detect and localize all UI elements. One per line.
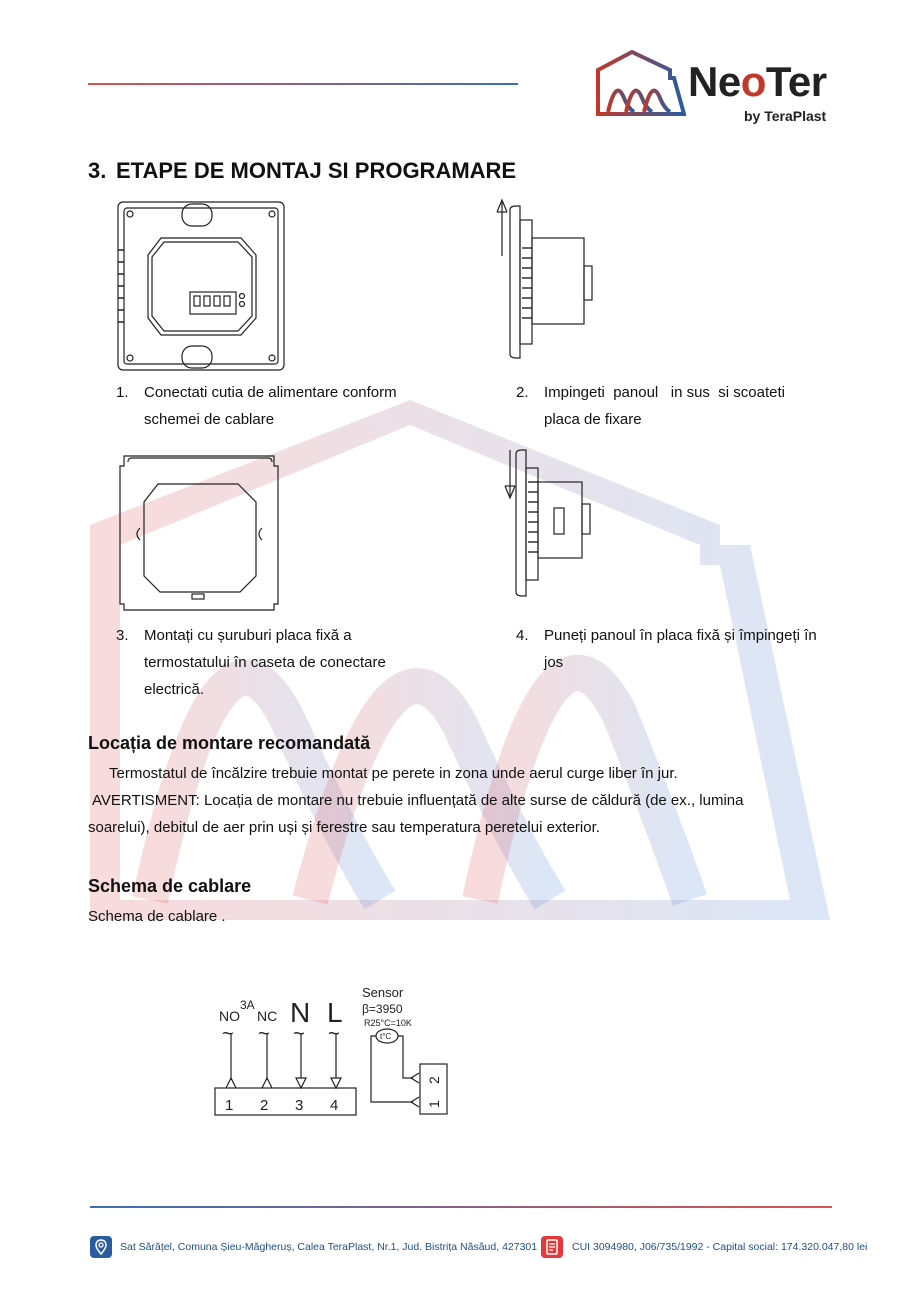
sensor-r25: R25°C=10K: [364, 1018, 412, 1028]
terminal-4: 4: [330, 1097, 339, 1114]
tilde-3: ~: [293, 1023, 305, 1045]
location-heading: Locația de montare recomandată: [88, 733, 371, 753]
thermostat-back-figure: [116, 200, 286, 372]
tilde-4: ~: [328, 1023, 340, 1045]
fixing-plate-figure: [118, 454, 280, 614]
location-warning: AVERTISMENT: Locația de montare nu trebuie influențată de alte surse de căldură (de ex., lumina: [92, 792, 744, 809]
label-no: NO: [219, 1008, 240, 1024]
side-view-push-down-figure: [502, 446, 602, 602]
location-line-3: soarelui), debitul de aer prin uși și ferestre sau temperatura peretelui exterior.: [88, 819, 600, 836]
logo-house-icon: [594, 48, 686, 116]
wiring-diagram: [205, 980, 455, 1122]
location-pin-icon: [90, 1236, 112, 1258]
logo-wordmark: NeoTer: [688, 58, 827, 105]
sensor-terminal-1: 1: [426, 1100, 442, 1108]
side-view-push-up-figure: [494, 196, 604, 362]
tilde-2: ~: [258, 1023, 270, 1045]
sensor-beta: β=3950: [362, 1002, 403, 1016]
sensor-symbol: t°C: [380, 1032, 392, 1041]
step-4: 4. Puneți panoul în placa fixă și împingeți în jos: [516, 627, 817, 671]
header-rule: [88, 83, 518, 85]
footer-company: CUI 3094980, J06/735/1992 - Capital social: 174.320.047,80 lei: [572, 1241, 868, 1253]
document-icon: [541, 1236, 563, 1258]
label-l: L: [327, 997, 343, 1028]
label-n: N: [290, 997, 311, 1028]
step-3: 3. Montați cu șuruburi placa fixă a termostatului în caseta de conectare electrică.: [116, 627, 386, 698]
sensor-terminal-2: 2: [426, 1076, 442, 1084]
terminal-2: 2: [260, 1097, 269, 1114]
label-3a: 3A: [240, 998, 255, 1012]
footer-rule: [90, 1206, 832, 1208]
terminal-1: 1: [225, 1097, 234, 1114]
section-title: 3. ETAPE DE MONTAJ SI PROGRAMARE: [88, 158, 517, 183]
logo-subtitle: by TeraPlast: [744, 108, 827, 124]
terminal-3: 3: [295, 1097, 304, 1114]
step-1: 1. Conectati cutia de alimentare conform schemei de cablare: [116, 384, 397, 428]
wiring-caption: Schema de cablare .: [88, 908, 226, 925]
wiring-heading: Schema de cablare: [88, 876, 252, 896]
label-nc: NC: [257, 1008, 278, 1024]
step-2: 2. Impingeti panoul in sus si scoateti placa de fixare: [516, 384, 785, 428]
tilde-1: ~: [222, 1023, 234, 1045]
location-line-1: Termostatul de încălzire trebuie montat pe perete in zona unde aerul curge liber în jur.: [109, 765, 678, 782]
sensor-title: Sensor: [362, 985, 404, 1000]
footer-address: Sat Sărățel, Comuna Șieu-Măgheruș, Calea TeraPlast, Nr.1, Jud. Bistrița Năsăud, 427301: [120, 1241, 538, 1253]
